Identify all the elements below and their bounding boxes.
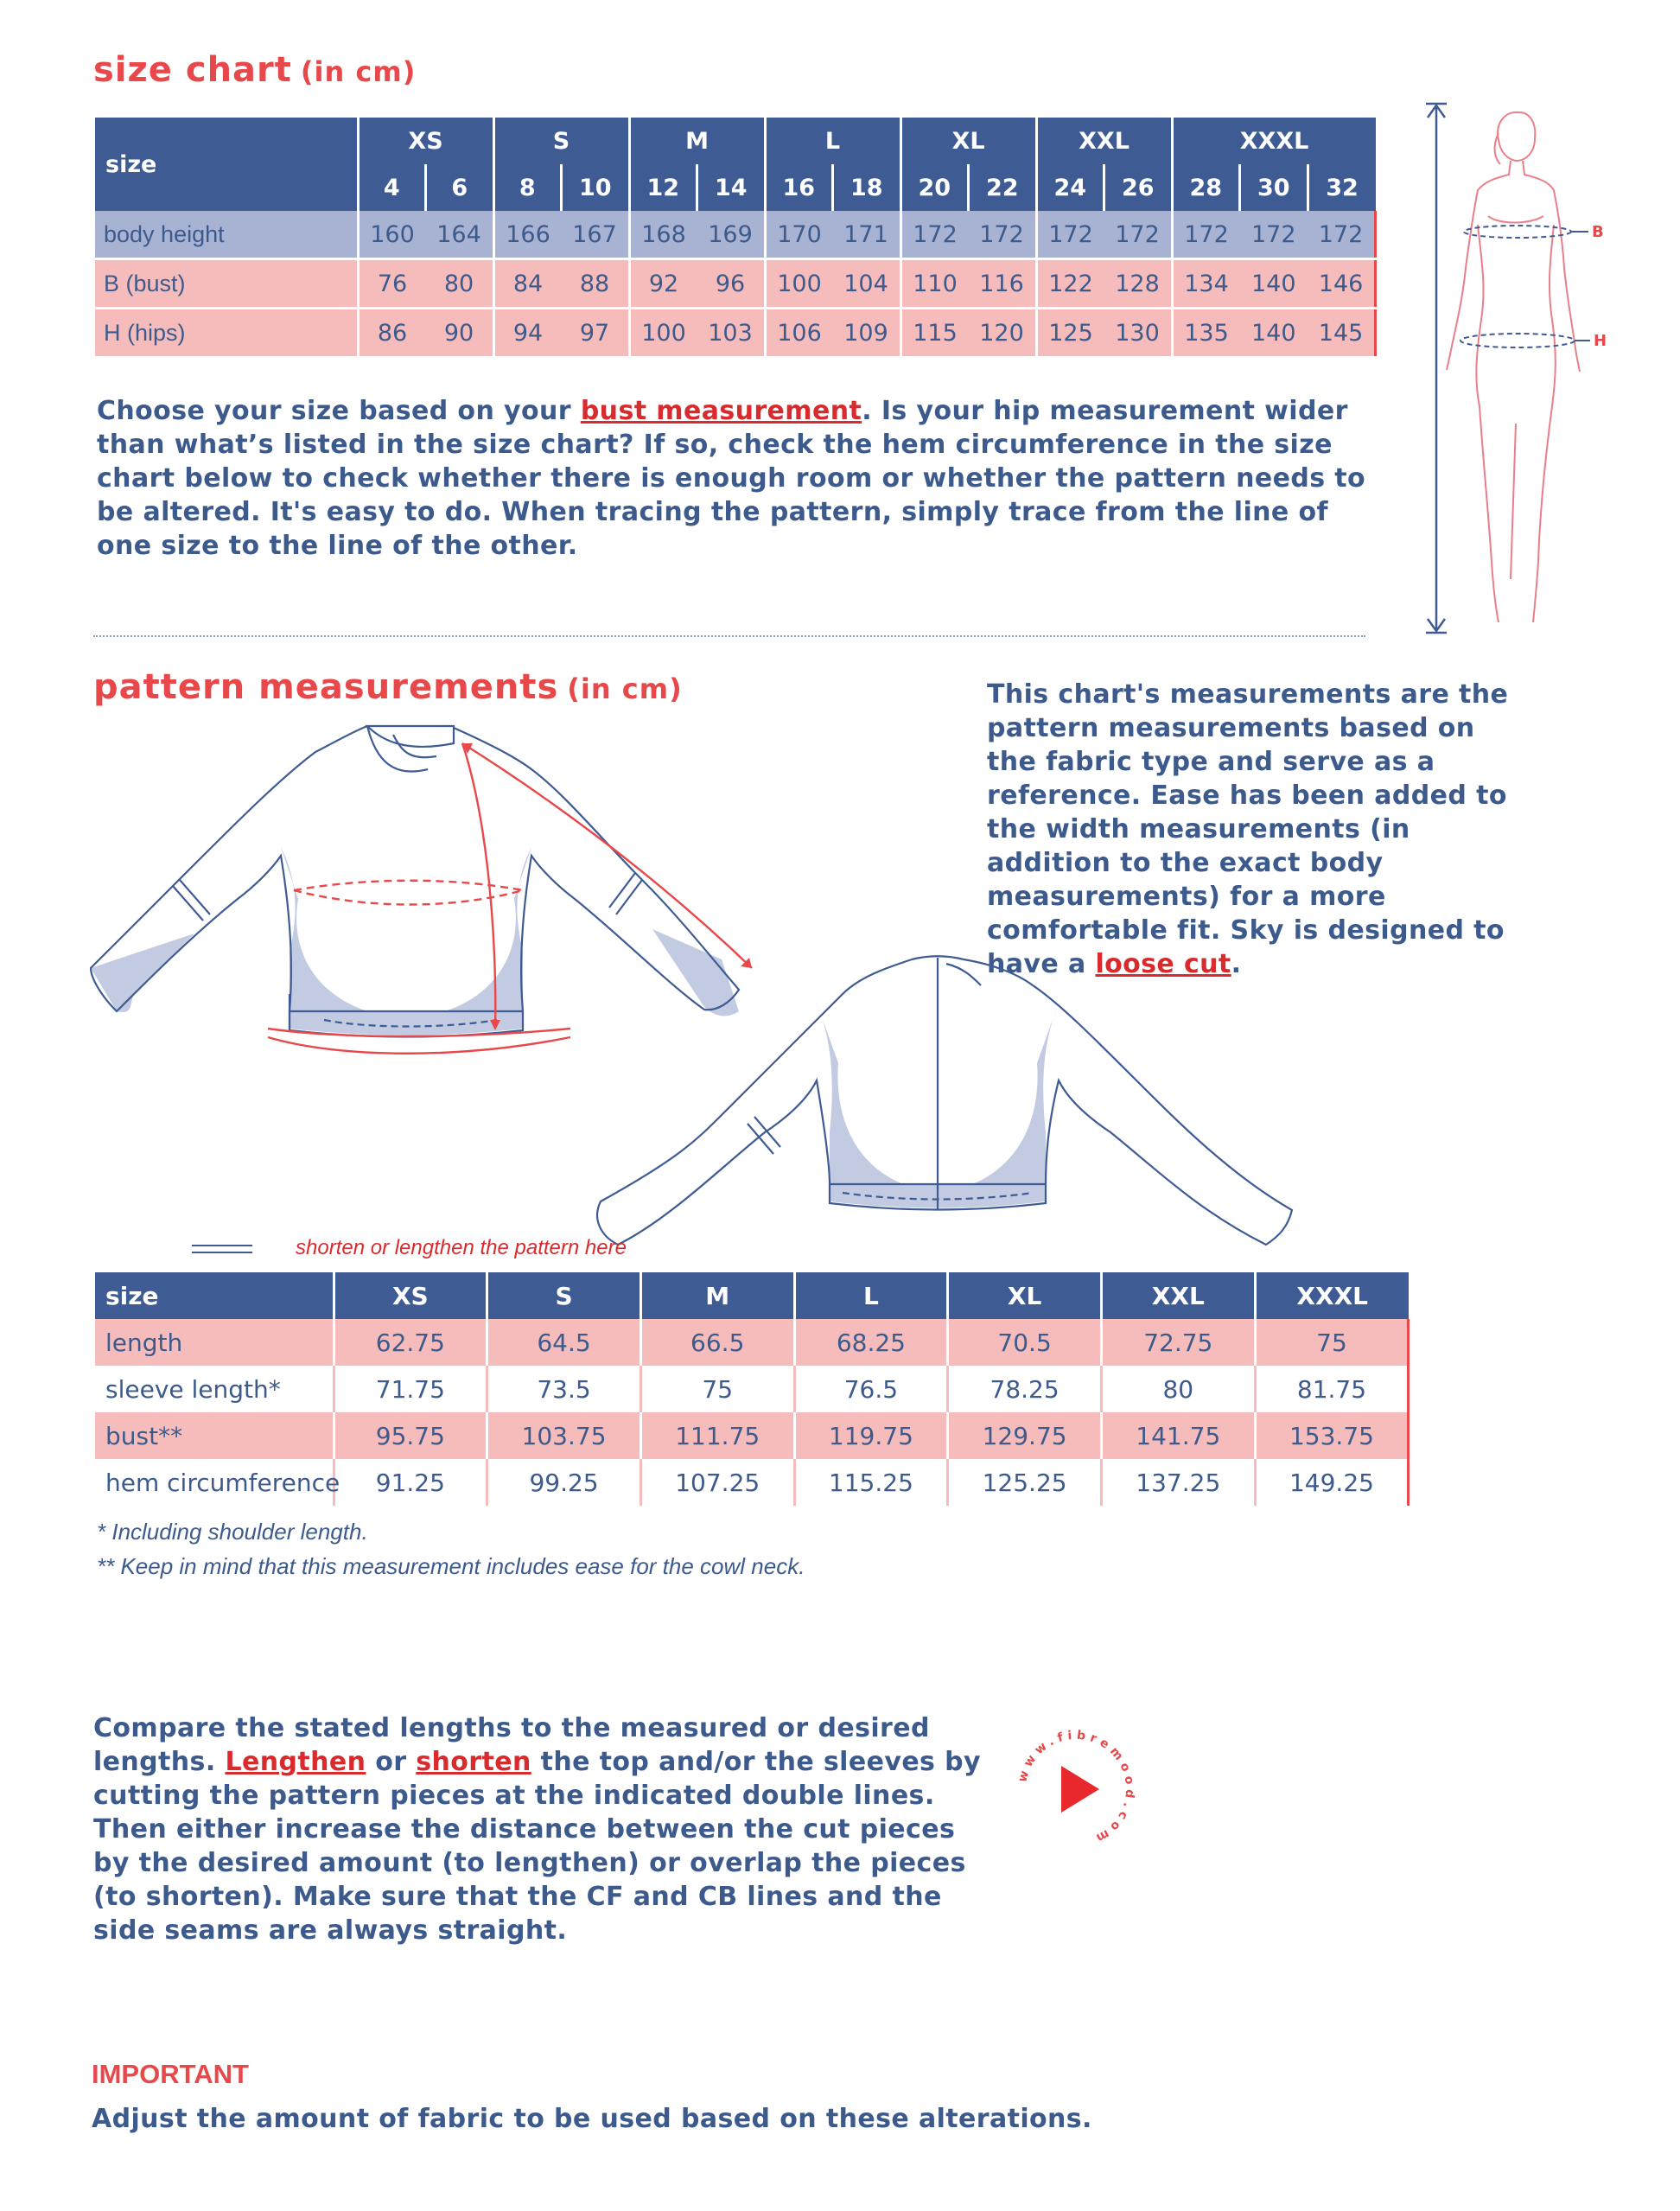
pattern-table-cell: 62.75 [334, 1319, 487, 1366]
pattern-table-cell: 99.25 [487, 1459, 641, 1506]
size-number-24: 24 [1036, 164, 1104, 211]
pattern-table-cell: 66.5 [640, 1319, 794, 1366]
size-chart-cell: 104 [833, 259, 901, 309]
pattern-table-cell: 81.75 [1255, 1366, 1409, 1412]
pattern-size-xxxl: XXXL [1255, 1272, 1409, 1319]
intro-text-1: Choose your size based on your [97, 396, 581, 426]
pattern-size-header-label: size [95, 1272, 334, 1319]
pattern-table-cell: 76.5 [794, 1366, 948, 1412]
row-label-bust: B (bust) [95, 259, 358, 309]
woman-figure-icon [1447, 112, 1580, 622]
row-label-hips: H (hips) [95, 309, 358, 358]
play-icon[interactable] [1061, 1766, 1099, 1813]
size-number-32: 32 [1308, 164, 1376, 211]
shorten-lengthen-legend: shorten or lengthen the pattern here [296, 1236, 627, 1259]
size-chart-cell: 110 [900, 259, 969, 309]
pattern-table-cell: 73.5 [487, 1366, 641, 1412]
pattern-table-cell: 80 [1101, 1366, 1255, 1412]
pattern-table-cell: 111.75 [640, 1412, 794, 1459]
body-measurement-figure [1409, 95, 1616, 648]
intro-paragraph [97, 394, 1384, 563]
row-label-sleeve-length: sleeve length* [95, 1366, 334, 1412]
row-label-body-height: body height [95, 211, 358, 259]
height-arrow [1426, 104, 1447, 633]
size-number-16: 16 [765, 164, 833, 211]
footnote-shoulder: * Including shoulder length. [97, 1519, 368, 1545]
size-group-s: S [493, 118, 629, 164]
size-chart-cell: 145 [1308, 309, 1376, 358]
size-chart-cell: 100 [629, 309, 697, 358]
lengthen-link[interactable]: Lengthen [225, 1747, 366, 1777]
size-chart-cell: 116 [969, 259, 1037, 309]
pattern-table-cell: 153.75 [1255, 1412, 1409, 1459]
size-chart-cell: 86 [358, 309, 426, 358]
pattern-table-cell: 119.75 [794, 1412, 948, 1459]
size-chart-cell: 160 [358, 211, 426, 259]
compare-paragraph [93, 1711, 983, 1947]
size-chart-cell: 120 [969, 309, 1037, 358]
hip-marker: H [1594, 332, 1607, 350]
size-chart-cell: 172 [1104, 211, 1173, 259]
size-number-22: 22 [969, 164, 1037, 211]
size-chart-cell: 90 [426, 309, 494, 358]
size-number-12: 12 [629, 164, 697, 211]
size-chart-cell: 164 [426, 211, 494, 259]
pattern-table-cell: 115.25 [794, 1459, 948, 1506]
size-chart-cell: 166 [493, 211, 562, 259]
size-chart-cell: 125 [1036, 309, 1104, 358]
pattern-size-xl: XL [948, 1272, 1102, 1319]
pattern-table-cell: 64.5 [487, 1319, 641, 1366]
size-chart-unit: (in cm) [300, 55, 417, 88]
compare-text-1: Compare the stated lengths to the measured or desired lengths. [93, 1713, 930, 1777]
size-chart-cell: 122 [1036, 259, 1104, 309]
row-label-hem-circumference: hem circumference [95, 1459, 334, 1506]
size-chart-cell: 100 [765, 259, 833, 309]
size-group-l: L [765, 118, 900, 164]
size-chart-cell: 92 [629, 259, 697, 309]
size-chart-cell: 76 [358, 259, 426, 309]
size-chart-cell: 94 [493, 309, 562, 358]
important-heading: IMPORTANT [92, 2059, 249, 2089]
pattern-size-l: L [794, 1272, 948, 1319]
size-number-26: 26 [1104, 164, 1173, 211]
size-number-30: 30 [1240, 164, 1308, 211]
pattern-table-cell: 71.75 [334, 1366, 487, 1412]
pattern-size-xxl: XXL [1101, 1272, 1255, 1319]
loose-cut-link[interactable]: loose cut [1095, 949, 1231, 979]
size-chart-cell: 172 [1036, 211, 1104, 259]
size-chart-cell: 128 [1104, 259, 1173, 309]
pattern-size-s: S [487, 1272, 641, 1319]
pattern-table-cell: 149.25 [1255, 1459, 1409, 1506]
bust-marker: B [1592, 223, 1604, 241]
pattern-table-cell: 75 [640, 1366, 794, 1412]
size-chart-cell: 140 [1240, 309, 1308, 358]
pattern-table-cell: 129.75 [948, 1412, 1102, 1459]
pattern-note-end: . [1231, 949, 1242, 979]
pattern-table-cell: 125.25 [948, 1459, 1102, 1506]
size-chart-cell: 106 [765, 309, 833, 358]
shorten-link[interactable]: shorten [416, 1747, 531, 1777]
row-label-length: length [95, 1319, 334, 1366]
compare-text-2: the top and/or the sleeves by cutting the pattern pieces at the indicated double lines. Then either increase the distance between the cut pieces by the desired amount (to lengthen) or overlap the pieces (to shorten). Make sure that the CF and CB lines and the side seams are always straight. [93, 1747, 981, 1946]
pattern-size-m: M [640, 1272, 794, 1319]
size-group-m: M [629, 118, 765, 164]
bust-line [1464, 226, 1571, 238]
size-header-label: size [95, 118, 358, 211]
garment-illustration [82, 717, 1309, 1262]
section-divider [93, 635, 1365, 637]
size-chart-cell: 168 [629, 211, 697, 259]
pattern-table-cell: 70.5 [948, 1319, 1102, 1366]
size-chart-cell: 172 [1172, 211, 1240, 259]
pattern-table-cell: 141.75 [1101, 1412, 1255, 1459]
size-chart-cell: 167 [562, 211, 630, 259]
pattern-table-cell: 107.25 [640, 1459, 794, 1506]
pattern-title-text: pattern measurements [93, 667, 559, 707]
size-chart-cell: 103 [697, 309, 766, 358]
important-text: Adjust the amount of fabric to be used based on these alterations. [92, 2104, 1092, 2134]
size-chart-title-text: size chart [93, 50, 292, 90]
size-chart-cell: 134 [1172, 259, 1240, 309]
front-view-top-icon [91, 726, 752, 1054]
size-chart-cell: 135 [1172, 309, 1240, 358]
size-number-8: 8 [493, 164, 562, 211]
size-chart-cell: 172 [1240, 211, 1308, 259]
size-group-xxl: XXL [1036, 118, 1172, 164]
size-chart-cell: 172 [1308, 211, 1376, 259]
row-label-bust-pattern: bust** [95, 1412, 334, 1459]
intro-text-2: . Is your hip measurement wider than what’s listed in the size chart? If so, check the hem circumference in the size chart below to check whether there is enough room or whether the pattern needs to be altered. It's easy to do. When tracing the pattern, simply trace from the line of one size to the line of the other. [97, 396, 1366, 561]
pattern-table-cell: 91.25 [334, 1459, 487, 1506]
size-chart-cell: 172 [969, 211, 1037, 259]
pattern-table-cell: 78.25 [948, 1366, 1102, 1412]
size-chart-cell: 146 [1308, 259, 1376, 309]
pattern-measurements-title [93, 667, 683, 707]
double-line-icon [192, 1245, 252, 1253]
hip-line [1460, 334, 1575, 347]
pattern-table-cell: 72.75 [1101, 1319, 1255, 1366]
size-group-xxxl: XXXL [1172, 118, 1376, 164]
size-chart-cell: 88 [562, 259, 630, 309]
size-number-10: 10 [562, 164, 630, 211]
pattern-table-cell: 95.75 [334, 1412, 487, 1459]
size-group-xs: XS [358, 118, 493, 164]
size-number-4: 4 [358, 164, 426, 211]
size-number-14: 14 [697, 164, 766, 211]
pattern-table-cell: 68.25 [794, 1319, 948, 1366]
footnote-cowl-neck: ** Keep in mind that this measurement includes ease for the cowl neck. [97, 1553, 805, 1579]
video-play-button[interactable] [1011, 1724, 1141, 1854]
size-chart-cell: 140 [1240, 259, 1308, 309]
size-number-28: 28 [1172, 164, 1240, 211]
compare-text-mid: or [366, 1747, 417, 1777]
pattern-note-text: This chart's measurements are the pattern measurements based on the fabric type and serve as a reference. Ease has been added to the width measurements (in addition to the exact body measurements) for a more comfortable fit. Sky is designed to have a [987, 679, 1509, 979]
pattern-unit: (in cm) [567, 672, 683, 705]
size-chart-cell: 172 [900, 211, 969, 259]
size-group-xl: XL [900, 118, 1036, 164]
bust-measurement-link[interactable]: bust measurement [580, 396, 862, 426]
size-chart-cell: 97 [562, 309, 630, 358]
pattern-measurements-table [95, 1272, 1410, 1506]
size-chart-cell: 96 [697, 259, 766, 309]
size-chart-cell: 80 [426, 259, 494, 309]
size-chart-cell: 115 [900, 309, 969, 358]
video-url-text: www.fibremood.com [1015, 1728, 1137, 1847]
size-number-20: 20 [900, 164, 969, 211]
pattern-table-cell: 137.25 [1101, 1459, 1255, 1506]
size-chart-cell: 171 [833, 211, 901, 259]
size-chart-cell: 169 [697, 211, 766, 259]
size-chart-cell: 109 [833, 309, 901, 358]
size-chart-cell: 84 [493, 259, 562, 309]
size-number-6: 6 [426, 164, 494, 211]
size-number-18: 18 [833, 164, 901, 211]
size-chart-title [93, 50, 416, 90]
size-chart-cell: 130 [1104, 309, 1173, 358]
size-chart-table [95, 118, 1377, 359]
pattern-table-cell: 103.75 [487, 1412, 641, 1459]
size-chart-cell: 170 [765, 211, 833, 259]
pattern-size-xs: XS [334, 1272, 487, 1319]
pattern-table-cell: 75 [1255, 1319, 1409, 1366]
